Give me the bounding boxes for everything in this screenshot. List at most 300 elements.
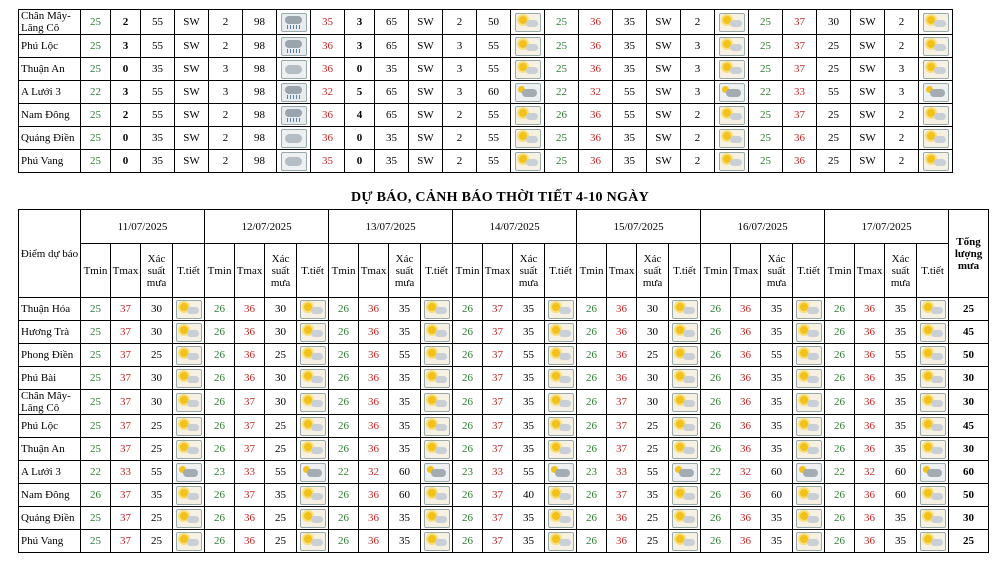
rain-cloud-icon [281, 13, 307, 32]
rain-prob-value: 55 [513, 344, 545, 367]
sub-header-rain-prob: Xác suất mưa [637, 244, 669, 298]
weather-icon-cell [277, 35, 311, 58]
tmax-value: 32 [731, 461, 761, 484]
forecast-value: 32 [311, 81, 345, 104]
forecast-value: 35 [375, 58, 409, 81]
forecast-value: 0 [111, 150, 141, 173]
rain-prob-value: 35 [389, 415, 421, 438]
sub-header-tmin: Tmin [577, 244, 607, 298]
tmin-value: 26 [205, 298, 235, 321]
forecast-value: 98 [243, 35, 277, 58]
rain-prob-value: 35 [513, 415, 545, 438]
rain-prob-value: 35 [265, 484, 297, 507]
tmax-value: 37 [111, 390, 141, 415]
forecast-value: 0 [111, 58, 141, 81]
total-rain-value: 25 [949, 530, 989, 553]
rain-prob-value: 25 [265, 507, 297, 530]
tmax-value: 37 [111, 298, 141, 321]
sun-cloud-icon [424, 346, 450, 365]
tmax-value: 37 [111, 484, 141, 507]
sun-cloud-icon [923, 13, 949, 32]
location-name: Phong Điền [19, 344, 81, 367]
tmax-value: 36 [731, 390, 761, 415]
sun-cloud-icon [920, 532, 946, 551]
tmax-value: 37 [111, 507, 141, 530]
top-table-row [19, 35, 953, 58]
top-table-row [19, 104, 953, 127]
weather-icon-cell [173, 298, 205, 321]
forecast-value: SW [851, 127, 885, 150]
sun-cloud-icon [672, 300, 698, 319]
tmin-value: 25 [81, 298, 111, 321]
forecast-value: 25 [817, 127, 851, 150]
weather-icon-cell [297, 530, 329, 553]
sun-cloud-icon [548, 417, 574, 436]
forecast-value: SW [851, 150, 885, 173]
rain-prob-value: 35 [761, 390, 793, 415]
tmax-value: 36 [235, 507, 265, 530]
sun-cloud-icon [920, 486, 946, 505]
forecast-value: SW [175, 81, 209, 104]
tmin-value: 22 [329, 461, 359, 484]
sun-rain-icon [923, 83, 949, 102]
forecast-value: 37 [783, 10, 817, 35]
sun-cloud-icon [300, 417, 326, 436]
tmin-value: 26 [701, 438, 731, 461]
sun-cloud-icon [176, 393, 202, 412]
forecast-value: 2 [885, 150, 919, 173]
forecast-value: 3 [681, 81, 715, 104]
weather-icon-cell [793, 484, 825, 507]
forecast-value: 30 [817, 10, 851, 35]
sun-cloud-icon [176, 417, 202, 436]
forecast-value: 25 [817, 35, 851, 58]
cloud-icon [281, 129, 307, 148]
tmax-value: 37 [483, 484, 513, 507]
location-name: Phú Vang [19, 530, 81, 553]
forecast-value: 2 [885, 104, 919, 127]
rain-prob-value: 35 [513, 390, 545, 415]
forecast-value: 0 [345, 58, 375, 81]
tmax-value: 37 [483, 438, 513, 461]
weather-icon-cell [715, 104, 749, 127]
tmax-value: 36 [731, 484, 761, 507]
weather-icon-cell [297, 415, 329, 438]
sun-cloud-icon [515, 129, 541, 148]
tmax-value: 37 [483, 530, 513, 553]
forecast-value: 3 [443, 58, 477, 81]
weather-icon-cell [511, 58, 545, 81]
tmin-value: 26 [205, 415, 235, 438]
forecast-value: 2 [111, 104, 141, 127]
weather-icon-cell [545, 530, 577, 553]
forecast-value: 25 [817, 58, 851, 81]
top-table-row [19, 150, 953, 173]
location-name: Quảng Điền [19, 127, 81, 150]
tmax-value: 37 [483, 344, 513, 367]
tmax-value: 36 [855, 298, 885, 321]
sub-header-tmax: Tmax [359, 244, 389, 298]
forecast-value: 25 [545, 10, 579, 35]
weather-icon-cell [277, 150, 311, 173]
rain-prob-value: 30 [265, 298, 297, 321]
tmin-value: 23 [577, 461, 607, 484]
forecast-value: SW [409, 35, 443, 58]
forecast-value: 3 [681, 58, 715, 81]
tmax-value: 36 [855, 344, 885, 367]
weather-icon-cell [917, 390, 949, 415]
weather-icon-cell [511, 104, 545, 127]
tmin-value: 26 [825, 484, 855, 507]
location-name: Nam Đông [19, 484, 81, 507]
tmax-value: 37 [235, 415, 265, 438]
sub-header-tmax: Tmax [607, 244, 637, 298]
forecast-value: 25 [81, 127, 111, 150]
tmin-value: 25 [81, 530, 111, 553]
weather-icon-cell [917, 507, 949, 530]
weather-icon-cell [173, 390, 205, 415]
tmax-value: 36 [359, 344, 389, 367]
weather-icon-cell [919, 10, 953, 35]
weather-icon-cell [421, 461, 453, 484]
sun-cloud-icon [796, 369, 822, 388]
weather-icon-cell [669, 484, 701, 507]
tmax-value: 37 [483, 321, 513, 344]
forecast-value: 2 [681, 10, 715, 35]
sun-cloud-icon [796, 323, 822, 342]
weather-icon-cell [173, 530, 205, 553]
forecast-value: 36 [579, 127, 613, 150]
forecast-value: 25 [81, 10, 111, 35]
rain-prob-value: 35 [885, 298, 917, 321]
tmax-value: 37 [483, 367, 513, 390]
forecast-value: 35 [613, 58, 647, 81]
sub-header-weather: T.tiết [297, 244, 329, 298]
tmin-value: 25 [81, 507, 111, 530]
tmin-value: 26 [453, 321, 483, 344]
sun-cloud-icon [719, 13, 745, 32]
tmax-value: 36 [731, 438, 761, 461]
rain-prob-value: 30 [637, 321, 669, 344]
tmin-value: 25 [81, 344, 111, 367]
tmax-value: 33 [607, 461, 637, 484]
forecast-value: 3 [345, 35, 375, 58]
sun-cloud-icon [796, 486, 822, 505]
sun-cloud-icon [300, 346, 326, 365]
forecast-value: 3 [209, 81, 243, 104]
tmax-value: 36 [855, 484, 885, 507]
tmax-value: 36 [359, 367, 389, 390]
sun-cloud-icon [672, 393, 698, 412]
tmax-value: 37 [607, 484, 637, 507]
tmax-value: 37 [235, 438, 265, 461]
weather-icon-cell [793, 530, 825, 553]
forecast-value: 98 [243, 127, 277, 150]
weather-icon-cell [511, 35, 545, 58]
forecast-value: 25 [81, 104, 111, 127]
tmax-value: 36 [731, 415, 761, 438]
location-name: Chân Mây-Lăng Cô [19, 10, 81, 35]
location-name: Thuận An [19, 58, 81, 81]
weather-icon-cell [669, 344, 701, 367]
weather-icon-cell [421, 507, 453, 530]
forecast-value: 55 [141, 10, 175, 35]
tmin-value: 26 [701, 415, 731, 438]
weather-icon-cell [919, 127, 953, 150]
tmin-value: 26 [329, 367, 359, 390]
sub-header-tmax: Tmax [731, 244, 761, 298]
weather-icon-cell [919, 35, 953, 58]
sun-cloud-icon [548, 323, 574, 342]
tmax-value: 36 [607, 530, 637, 553]
forecast-value: SW [175, 127, 209, 150]
rain-prob-value: 35 [389, 321, 421, 344]
forecast-value: 25 [749, 127, 783, 150]
tmin-value: 26 [577, 298, 607, 321]
sun-cloud-icon [548, 486, 574, 505]
tmax-value: 36 [359, 438, 389, 461]
tmin-value: 22 [825, 461, 855, 484]
tmax-value: 33 [483, 461, 513, 484]
sun-rain-icon [424, 463, 450, 482]
forecast-value: 35 [613, 10, 647, 35]
weather-icon-cell [715, 10, 749, 35]
tmin-value: 26 [205, 390, 235, 415]
extended-table-row [19, 321, 989, 344]
weather-icon-cell [669, 530, 701, 553]
forecast-value: 2 [681, 150, 715, 173]
tmax-value: 36 [731, 367, 761, 390]
sun-cloud-icon [515, 106, 541, 125]
weather-icon-cell [173, 415, 205, 438]
tmin-value: 26 [701, 344, 731, 367]
rain-prob-value: 35 [637, 484, 669, 507]
rain-prob-value: 60 [761, 484, 793, 507]
sun-cloud-icon [300, 532, 326, 551]
sub-header-tmin: Tmin [825, 244, 855, 298]
sun-cloud-icon [672, 532, 698, 551]
forecast-value: SW [409, 150, 443, 173]
rain-prob-value: 60 [389, 461, 421, 484]
short-range-forecast-table [18, 9, 953, 173]
weather-icon-cell [669, 321, 701, 344]
sun-cloud-icon [176, 532, 202, 551]
forecast-title: DỰ BÁO, CẢNH BÁO THỜI TIẾT 4-10 NGÀY [350, 190, 650, 205]
sun-cloud-icon [719, 129, 745, 148]
weather-icon-cell [917, 438, 949, 461]
tmin-value: 26 [577, 321, 607, 344]
weather-icon-cell [297, 438, 329, 461]
rain-prob-value: 35 [513, 438, 545, 461]
forecast-value: 35 [375, 127, 409, 150]
forecast-value: 25 [749, 104, 783, 127]
weather-icon-cell [277, 104, 311, 127]
forecast-value: 65 [375, 10, 409, 35]
cloud-icon [281, 152, 307, 171]
sun-cloud-icon [515, 13, 541, 32]
tmin-value: 26 [205, 367, 235, 390]
forecast-value: 36 [579, 104, 613, 127]
sun-cloud-icon [424, 509, 450, 528]
weather-icon-cell [421, 321, 453, 344]
tmin-value: 23 [453, 461, 483, 484]
sub-header-rain-prob: Xác suất mưa [389, 244, 421, 298]
tmax-value: 36 [731, 321, 761, 344]
tmax-value: 36 [607, 367, 637, 390]
weather-icon-cell [297, 344, 329, 367]
forecast-value: 2 [111, 10, 141, 35]
weather-icon-cell [277, 10, 311, 35]
total-rain-value: 60 [949, 461, 989, 484]
forecast-value: 0 [345, 127, 375, 150]
forecast-value: 50 [477, 10, 511, 35]
location-name: Phú Lộc [19, 415, 81, 438]
sun-cloud-icon [300, 509, 326, 528]
forecast-value: SW [647, 35, 681, 58]
sub-header-tmin: Tmin [701, 244, 731, 298]
forecast-value: 3 [209, 58, 243, 81]
date-header: 17/07/2025 [825, 210, 949, 244]
forecast-value: 36 [311, 58, 345, 81]
tmax-value: 36 [731, 507, 761, 530]
weather-icon-cell [919, 104, 953, 127]
sun-cloud-icon [672, 417, 698, 436]
rain-prob-value: 25 [265, 438, 297, 461]
forecast-value: 3 [111, 81, 141, 104]
rain-prob-value: 30 [637, 367, 669, 390]
tmax-value: 37 [111, 367, 141, 390]
sun-cloud-icon [923, 129, 949, 148]
forecast-value: 3 [885, 58, 919, 81]
date-header: 12/07/2025 [205, 210, 329, 244]
sub-header-weather: T.tiết [669, 244, 701, 298]
weather-icon-cell [793, 298, 825, 321]
rain-prob-value: 35 [513, 530, 545, 553]
forecast-value: 55 [477, 58, 511, 81]
forecast-value: 25 [81, 150, 111, 173]
rain-prob-value: 35 [885, 367, 917, 390]
sun-cloud-icon [672, 509, 698, 528]
extended-table-row [19, 461, 989, 484]
extended-table-row [19, 438, 989, 461]
tmax-value: 37 [111, 530, 141, 553]
weather-icon-cell [421, 415, 453, 438]
forecast-value: 35 [613, 127, 647, 150]
forecast-value: SW [647, 81, 681, 104]
extended-table-row [19, 390, 989, 415]
tmin-value: 26 [329, 321, 359, 344]
forecast-value: 3 [443, 81, 477, 104]
weather-icon-cell [173, 438, 205, 461]
total-rain-value: 30 [949, 367, 989, 390]
tmin-value: 26 [577, 390, 607, 415]
forecast-value: SW [175, 104, 209, 127]
total-rain-value: 30 [949, 390, 989, 415]
rain-prob-value: 25 [141, 344, 173, 367]
tmin-value: 26 [577, 344, 607, 367]
sun-cloud-icon [672, 346, 698, 365]
forecast-value: 65 [375, 35, 409, 58]
forecast-value: 22 [81, 81, 111, 104]
weather-icon-cell [173, 461, 205, 484]
rain-prob-value: 30 [265, 367, 297, 390]
weather-icon-cell [421, 344, 453, 367]
tmax-value: 36 [359, 415, 389, 438]
forecast-value: 2 [443, 150, 477, 173]
tmax-value: 36 [235, 298, 265, 321]
tmax-value: 36 [855, 438, 885, 461]
tmin-value: 26 [701, 298, 731, 321]
rain-prob-value: 35 [513, 367, 545, 390]
sun-cloud-icon [424, 300, 450, 319]
weather-icon-cell [715, 35, 749, 58]
sun-cloud-icon [719, 152, 745, 171]
sun-cloud-icon [548, 440, 574, 459]
rain-prob-value: 35 [885, 507, 917, 530]
weather-icon-cell [669, 461, 701, 484]
sun-cloud-icon [424, 532, 450, 551]
weather-icon-cell [793, 438, 825, 461]
weather-icon-cell [297, 461, 329, 484]
tmax-value: 36 [855, 415, 885, 438]
sun-cloud-icon [548, 369, 574, 388]
tmax-value: 37 [483, 390, 513, 415]
tmax-value: 37 [111, 344, 141, 367]
rain-prob-value: 60 [389, 484, 421, 507]
location-name: Thuận An [19, 438, 81, 461]
forecast-value: 55 [141, 104, 175, 127]
weather-icon-cell [917, 298, 949, 321]
forecast-value: SW [175, 150, 209, 173]
weather-icon-cell [545, 390, 577, 415]
total-rain-value: 45 [949, 415, 989, 438]
forecast-value: SW [647, 127, 681, 150]
weather-icon-cell [277, 127, 311, 150]
rain-prob-value: 35 [761, 321, 793, 344]
sun-cloud-icon [424, 393, 450, 412]
forecast-value: 36 [783, 150, 817, 173]
tmin-value: 26 [577, 438, 607, 461]
forecast-value: 98 [243, 104, 277, 127]
rain-prob-value: 60 [885, 484, 917, 507]
sun-cloud-icon [300, 393, 326, 412]
rain-prob-value: 30 [265, 390, 297, 415]
weather-icon-cell [793, 367, 825, 390]
weather-icon-cell [917, 415, 949, 438]
tmin-value: 26 [825, 367, 855, 390]
forecast-value: 25 [81, 58, 111, 81]
sun-rain-icon [176, 463, 202, 482]
tmin-value: 26 [825, 344, 855, 367]
rain-prob-value: 35 [513, 298, 545, 321]
sun-cloud-icon [920, 346, 946, 365]
extended-table-row [19, 298, 989, 321]
rain-prob-value: 25 [637, 438, 669, 461]
tmin-value: 26 [329, 484, 359, 507]
location-header: Điểm dự báo [19, 210, 81, 298]
location-name: Phú Lộc [19, 35, 81, 58]
sun-cloud-icon [923, 152, 949, 171]
forecast-value: 2 [681, 104, 715, 127]
tmin-value: 26 [577, 530, 607, 553]
forecast-value: SW [175, 10, 209, 35]
weather-icon-cell [297, 321, 329, 344]
weather-icon-cell [511, 10, 545, 35]
tmin-value: 26 [453, 415, 483, 438]
weather-icon-cell [545, 461, 577, 484]
forecast-value: 22 [545, 81, 579, 104]
sub-header-rain-prob: Xác suất mưa [141, 244, 173, 298]
